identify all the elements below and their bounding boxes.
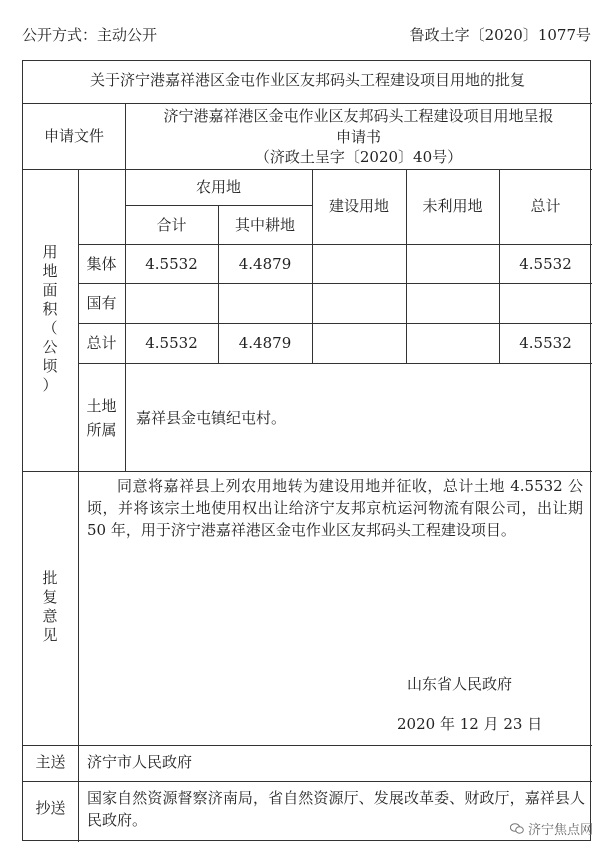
wechat-icon (510, 823, 524, 834)
approval-text: 同意将嘉祥县上列农用地转为建设用地并征收，总计土地 4.5532 公顷，并将该宗土地使用权出让给济宁友邦京杭运河物流有限公司，出让期 50 年，用于济宁港嘉祥港区金屯作业区友邦码头工程建设项目。 (87, 477, 583, 539)
approval-date: 2020 年 12 月 23 日 (397, 715, 543, 733)
send-to-label: 主送 (35, 753, 66, 771)
row-collective-subtotal: 4.5532 (145, 255, 198, 273)
approval-authority: 山东省人民政府 (407, 675, 513, 693)
application-label: 申请文件 (43, 127, 104, 145)
row-total-subtotal: 4.5532 (145, 334, 198, 352)
cc-label: 抄送 (35, 799, 66, 817)
approval-opinion-label: 批 复 意 见 (42, 569, 58, 644)
application-line-2: 申请书 (335, 128, 381, 146)
approval-form-table (22, 60, 591, 841)
row-total-cultivated: 4.4879 (238, 334, 292, 352)
row-total-label: 总计 (86, 334, 117, 352)
col-farmland-header: 农用地 (195, 178, 241, 196)
send-to-value: 济宁市人民政府 (87, 753, 193, 771)
row-collective-cultivated: 4.4879 (238, 255, 292, 273)
col-cultivated-header: 其中耕地 (234, 216, 295, 234)
col-subtotal-header: 合计 (156, 216, 187, 234)
row-collective-label: 集体 (86, 255, 117, 273)
col-construction-header: 建设用地 (328, 197, 389, 215)
disclosure-method: 公开方式：主动公开 (22, 26, 158, 44)
row-state-label: 国有 (86, 294, 117, 312)
ownership-label-1: 土地 (86, 397, 117, 415)
ownership-value: 嘉祥县金屯镇纪屯村。 (136, 409, 287, 427)
ownership-label-2: 所属 (86, 421, 117, 439)
col-unused-header: 未利用地 (422, 197, 483, 215)
land-area-label: 用 地 面 积 （ 公 顷 ） (42, 243, 58, 394)
cc-value: 国家自然资源督察济南局，省自然资源厅、发展改革委、财政厅，嘉祥县人民政府。 (87, 789, 585, 829)
row-total-total: 4.5532 (519, 334, 572, 352)
col-total-header: 总计 (530, 197, 561, 215)
page-title: 关于济宁港嘉祥港区金屯作业区友邦码头工程建设项目用地的批复 (89, 71, 525, 89)
watermark (510, 819, 593, 838)
application-line-3: （济政土呈字〔2020〕40号） (254, 148, 463, 166)
document-number: 鲁政土字〔2020〕1077号 (409, 26, 591, 44)
row-collective-total: 4.5532 (519, 255, 572, 273)
watermark-text: 济宁焦点网 (527, 823, 593, 838)
application-line-1: 济宁港嘉祥港区金屯作业区友邦码头工程建设项目用地呈报 (163, 107, 554, 125)
